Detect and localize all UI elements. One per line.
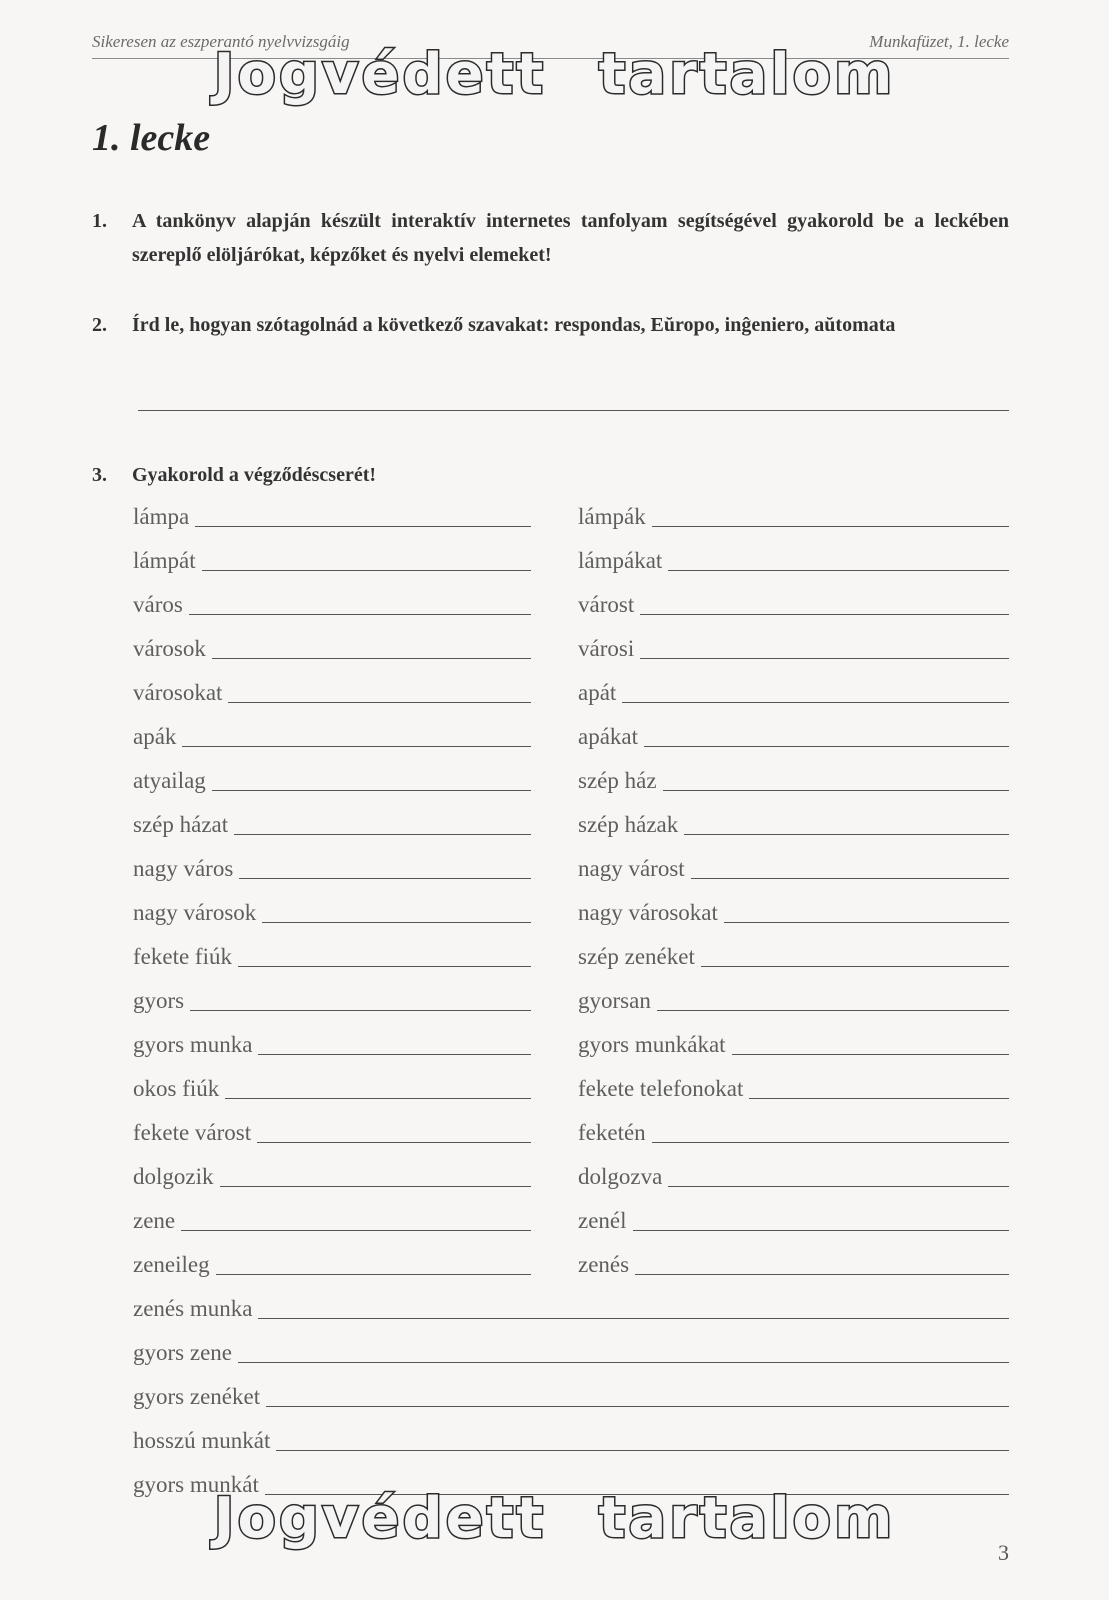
- answer-line[interactable]: [668, 1185, 1009, 1187]
- drill-word: szép házat: [133, 812, 229, 837]
- drill-item: [133, 1204, 531, 1234]
- exercise-text: Gyakorold a végződéscserét!: [132, 464, 377, 486]
- answer-line[interactable]: [202, 569, 531, 571]
- drill-word: gyorsan: [578, 988, 651, 1013]
- lesson-title: 1. lecke: [92, 117, 211, 159]
- answer-line[interactable]: [276, 1449, 1009, 1451]
- drill-word: gyors munkákat: [578, 1032, 726, 1057]
- drill-item: [133, 1424, 1009, 1454]
- drill-item: [133, 896, 531, 926]
- drill-word: zeneileg: [133, 1252, 210, 1277]
- drill-item: [133, 1028, 531, 1058]
- drill-word: apákat: [578, 724, 639, 749]
- drill-item: [578, 984, 1009, 1014]
- drill-word: várost: [578, 592, 635, 617]
- drill-word: zenés munka: [133, 1296, 253, 1321]
- answer-line[interactable]: [228, 701, 531, 703]
- answer-line[interactable]: [684, 833, 1009, 835]
- answer-line[interactable]: [258, 1317, 1009, 1319]
- exercise-number: 2.: [92, 314, 107, 336]
- drill-word: okos fiúk: [133, 1076, 220, 1101]
- drill-item: [578, 676, 1009, 706]
- drill-word: szép zenéket: [578, 944, 695, 969]
- drill-word: hosszú munkát: [133, 1428, 271, 1453]
- drill-word: zenél: [578, 1208, 627, 1233]
- answer-line[interactable]: [633, 1229, 1009, 1231]
- exercise-text: A tankönyv alapján készült interaktív internetes tanfolyam segítségével gyakorold be a leckében szereplő elöljárókat, képzőket és nyelvi elemeket!: [132, 210, 1009, 266]
- answer-line[interactable]: [262, 921, 531, 923]
- drill-word: lámpákat: [578, 548, 663, 573]
- drill-item: [133, 1160, 531, 1190]
- answer-line[interactable]: [238, 1361, 1009, 1363]
- answer-line[interactable]: [635, 1273, 1009, 1275]
- answer-line[interactable]: [668, 569, 1009, 571]
- watermark-bottom: Jogvédett tartalom: [213, 1486, 896, 1551]
- drill-word: szép ház: [578, 768, 657, 793]
- drill-item: [133, 632, 531, 662]
- drill-word: atyailag: [133, 768, 206, 793]
- drill-item: [578, 632, 1009, 662]
- drill-item: [133, 500, 531, 530]
- drill-item: [133, 676, 531, 706]
- exercise-text: Írd le, hogyan szótagolnád a következő szavakat: respondas, Eŭropo, inĝeniero, aŭtomata: [132, 314, 896, 336]
- answer-line[interactable]: [220, 1185, 532, 1187]
- drill-word: lámpát: [133, 548, 196, 573]
- answer-line[interactable]: [212, 789, 531, 791]
- answer-line[interactable]: [657, 1009, 1009, 1011]
- drill-item: [133, 588, 531, 618]
- drill-item: [578, 852, 1009, 882]
- drill-item: [133, 1336, 1009, 1366]
- drill-item: [578, 588, 1009, 618]
- drill-item: [578, 1028, 1009, 1058]
- drill-item: [578, 940, 1009, 970]
- drill-word: nagy városokat: [578, 900, 718, 925]
- drill-word: zene: [133, 1208, 176, 1233]
- drill-word: város: [133, 592, 183, 617]
- answer-line[interactable]: [182, 745, 531, 747]
- drill-item: [578, 808, 1009, 838]
- answer-line[interactable]: [644, 745, 1009, 747]
- answer-line[interactable]: [266, 1405, 1009, 1407]
- drill-word: fekete fiúk: [133, 944, 232, 969]
- answer-line[interactable]: [724, 921, 1009, 923]
- drill-word: dolgozva: [578, 1164, 663, 1189]
- answer-line[interactable]: [652, 525, 1009, 527]
- answer-line[interactable]: [732, 1053, 1009, 1055]
- drill-word: lámpa: [133, 504, 190, 529]
- answer-line[interactable]: [258, 1053, 531, 1055]
- answer-line[interactable]: [190, 1009, 531, 1011]
- drill-word: szép házak: [578, 812, 679, 837]
- exercise-number: 3.: [92, 464, 107, 486]
- book-title: Sikeresen az eszperantó nyelvvizsgáig: [92, 32, 350, 51]
- watermark-top: Jogvédett tartalom: [213, 42, 896, 107]
- answer-line[interactable]: [640, 613, 1009, 615]
- drill-item: [133, 544, 531, 574]
- drill-item: [578, 544, 1009, 574]
- answer-line[interactable]: [640, 657, 1009, 659]
- answer-line[interactable]: [138, 410, 1009, 411]
- section-label: Munkafüzet, 1. lecke: [869, 32, 1009, 51]
- drill-item: [133, 808, 531, 838]
- drill-item: [133, 852, 531, 882]
- drill-word: nagy várost: [578, 856, 685, 881]
- drill-word: dolgozik: [133, 1164, 214, 1189]
- answer-line[interactable]: [238, 965, 531, 967]
- answer-line[interactable]: [181, 1229, 531, 1231]
- drill-item: [578, 720, 1009, 750]
- answer-line[interactable]: [622, 701, 1009, 703]
- drill-word: nagy városok: [133, 900, 257, 925]
- drill-word: feketén: [578, 1120, 646, 1145]
- drill-word: városi: [578, 636, 635, 661]
- drill-item: [133, 720, 531, 750]
- drill-item: [133, 1292, 1009, 1322]
- exercise-1: [92, 204, 1009, 272]
- drill-item: [578, 896, 1009, 926]
- answer-line[interactable]: [691, 877, 1009, 879]
- drill-word: városokat: [133, 680, 223, 705]
- answer-line[interactable]: [663, 789, 1009, 791]
- drill-word: városok: [133, 636, 206, 661]
- drill-item: [578, 764, 1009, 794]
- drill-item: [578, 1160, 1009, 1190]
- answer-line[interactable]: [212, 657, 531, 659]
- drill-word: lámpák: [578, 504, 646, 529]
- drill-item: [578, 1116, 1009, 1146]
- drill-item: [133, 940, 531, 970]
- drill-item: [133, 1116, 531, 1146]
- exercise-number: 1.: [92, 210, 107, 232]
- drill-item: [133, 984, 531, 1014]
- drill-word: fekete várost: [133, 1120, 252, 1145]
- drill-item: [578, 1248, 1009, 1278]
- answer-line[interactable]: [239, 877, 531, 879]
- drill-item: [133, 764, 531, 794]
- drill-item: [133, 1072, 531, 1102]
- answer-line[interactable]: [216, 1273, 531, 1275]
- drill-item: [578, 500, 1009, 530]
- drill-word: nagy város: [133, 856, 234, 881]
- drill-word: gyors zenéket: [133, 1384, 261, 1409]
- answer-line[interactable]: [225, 1097, 531, 1099]
- drill-item: [133, 1248, 531, 1278]
- drill-word: gyors munka: [133, 1032, 253, 1057]
- answer-line[interactable]: [701, 965, 1009, 967]
- drill-word: apák: [133, 724, 177, 749]
- drill-item: [578, 1204, 1009, 1234]
- exercise-2: [92, 308, 1009, 342]
- drill-word: zenés: [578, 1252, 630, 1277]
- answer-line[interactable]: [234, 833, 531, 835]
- drill-item: [133, 1380, 1009, 1410]
- drill-word: apát: [578, 680, 617, 705]
- answer-line[interactable]: [195, 525, 531, 527]
- answer-line[interactable]: [749, 1097, 1009, 1099]
- drill-word: gyors munkát: [133, 1472, 259, 1497]
- drill-word: fekete telefonokat: [578, 1076, 744, 1101]
- drill-word: gyors zene: [133, 1340, 232, 1365]
- answer-line[interactable]: [189, 613, 531, 615]
- answer-line[interactable]: [652, 1141, 1009, 1143]
- exercise-3: [92, 458, 1009, 492]
- answer-line[interactable]: [257, 1141, 531, 1143]
- drill-item: [578, 1072, 1009, 1102]
- drill-word: gyors: [133, 988, 185, 1013]
- page-number: 3: [998, 1540, 1009, 1565]
